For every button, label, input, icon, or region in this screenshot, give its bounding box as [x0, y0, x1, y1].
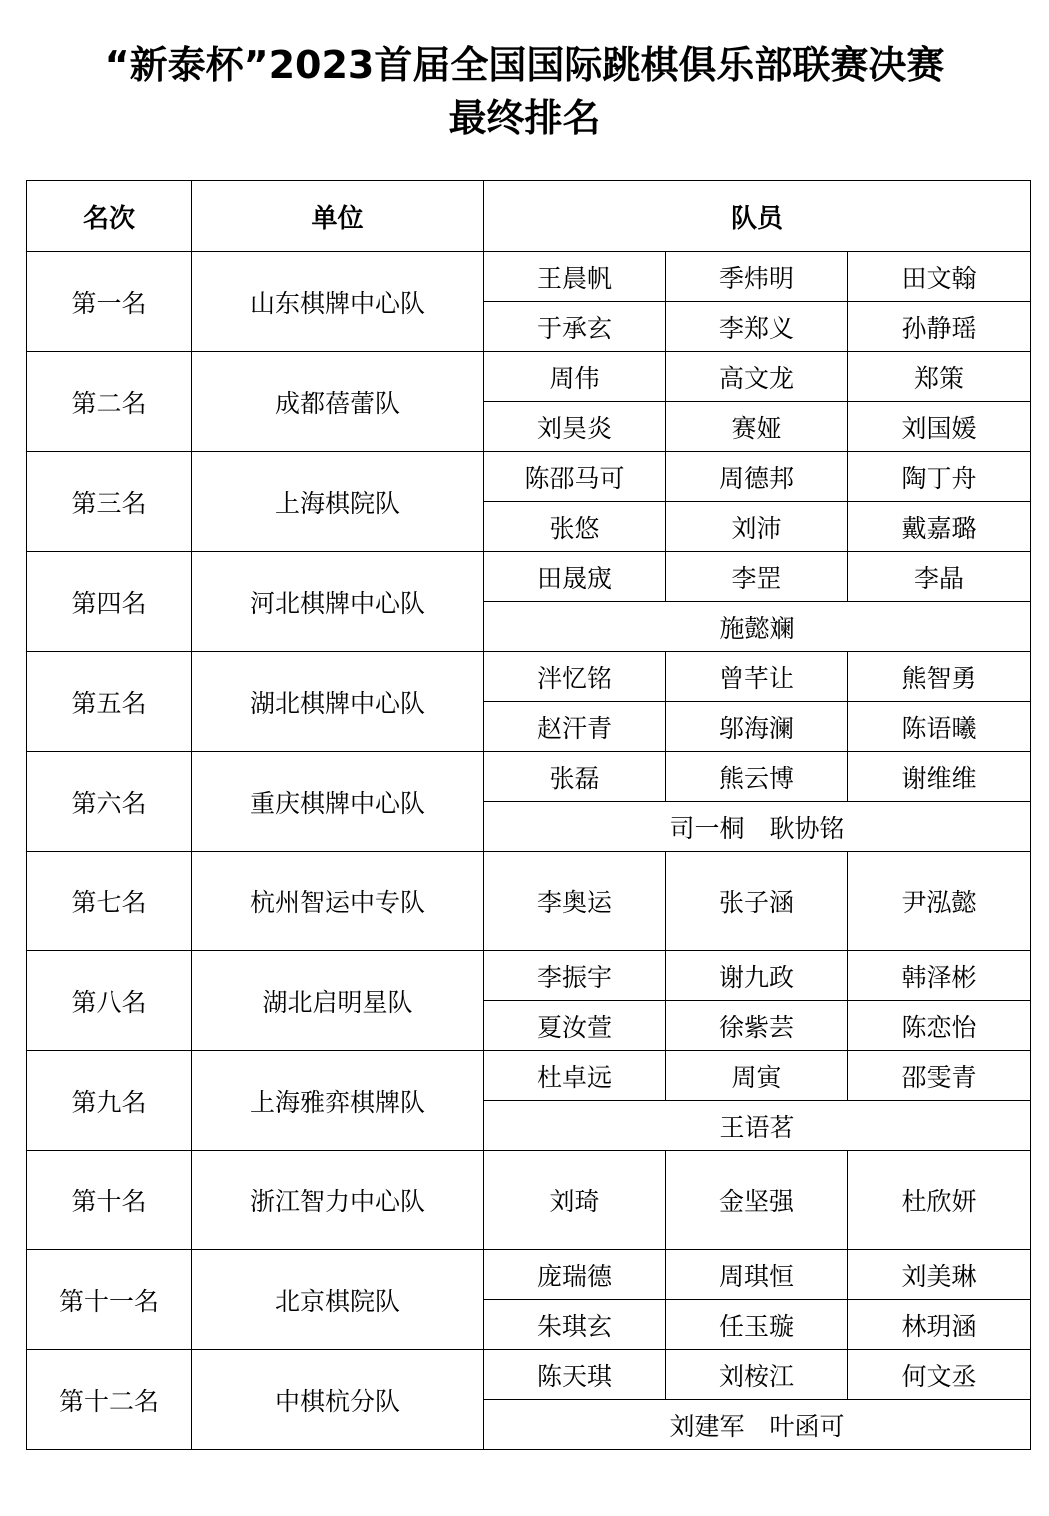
unit-cell: 杭州智运中专队 [192, 852, 484, 951]
rank-cell: 第五名 [27, 652, 192, 752]
player-cell-merged: 王语茗 [484, 1101, 1031, 1151]
player-cell: 陈语曦 [848, 702, 1031, 752]
player-cell: 邵雯青 [848, 1051, 1031, 1101]
player-cell: 泮忆铭 [484, 652, 666, 702]
player-cell: 李郑义 [666, 302, 848, 352]
unit-cell: 山东棋牌中心队 [192, 252, 484, 352]
player-cell: 陈邵马可 [484, 452, 666, 502]
player-cell: 张子涵 [666, 852, 848, 951]
rank-cell: 第八名 [27, 951, 192, 1051]
page-subtitle: 最终排名 [448, 96, 601, 140]
player-cell: 庞瑞德 [484, 1250, 666, 1300]
player-cell: 田晟宬 [484, 552, 666, 602]
table-row [27, 951, 1031, 1001]
player-cell: 林玥涵 [848, 1300, 1031, 1350]
unit-cell: 湖北启明星队 [192, 951, 484, 1051]
table-row [27, 1151, 1031, 1250]
player-cell: 周琪恒 [666, 1250, 848, 1300]
table-row [27, 452, 1031, 502]
player-cell: 李罡 [666, 552, 848, 602]
unit-cell: 成都蓓蕾队 [192, 352, 484, 452]
rank-cell: 第九名 [27, 1051, 192, 1151]
player-cell: 朱琪玄 [484, 1300, 666, 1350]
page-title: “新泰杯”2023首届全国国际跳棋俱乐部联赛决赛 [104, 43, 945, 87]
table-row [27, 552, 1031, 602]
player-cell: 李奥运 [484, 852, 666, 951]
rank-cell: 第四名 [27, 552, 192, 652]
unit-cell: 北京棋院队 [192, 1250, 484, 1350]
player-cell: 高文龙 [666, 352, 848, 402]
player-cell: 刘桉江 [666, 1350, 848, 1400]
player-cell: 郑策 [848, 352, 1031, 402]
player-cell: 李振宇 [484, 951, 666, 1001]
player-cell: 季炜明 [666, 252, 848, 302]
unit-cell: 浙江智力中心队 [192, 1151, 484, 1250]
player-cell: 刘国媛 [848, 402, 1031, 452]
player-cell: 周寅 [666, 1051, 848, 1101]
player-cell-merged: 施懿斓 [484, 602, 1031, 652]
ranking-table [26, 180, 1031, 1450]
rank-cell: 第七名 [27, 852, 192, 951]
player-cell: 于承玄 [484, 302, 666, 352]
player-cell: 韩泽彬 [848, 951, 1031, 1001]
player-cell-merged: 刘建军 叶函可 [484, 1400, 1031, 1450]
table-row [27, 1051, 1031, 1101]
player-cell: 何文丞 [848, 1350, 1031, 1400]
player-cell: 徐紫芸 [666, 1001, 848, 1051]
player-cell: 周伟 [484, 352, 666, 402]
player-cell: 刘昊炎 [484, 402, 666, 452]
player-cell-merged: 司一桐 耿协铭 [484, 802, 1031, 852]
player-cell: 王晨帆 [484, 252, 666, 302]
player-cell: 赛娅 [666, 402, 848, 452]
unit-cell: 上海雅弈棋牌队 [192, 1051, 484, 1151]
header-players: 队员 [484, 181, 1031, 252]
player-cell: 陈天琪 [484, 1350, 666, 1400]
player-cell: 熊云博 [666, 752, 848, 802]
player-cell: 戴嘉璐 [848, 502, 1031, 552]
rank-cell: 第十二名 [27, 1350, 192, 1450]
rank-cell: 第十一名 [27, 1250, 192, 1350]
player-cell: 邬海澜 [666, 702, 848, 752]
unit-cell: 湖北棋牌中心队 [192, 652, 484, 752]
player-cell: 刘沛 [666, 502, 848, 552]
player-cell: 刘美琳 [848, 1250, 1031, 1300]
table-row [27, 1250, 1031, 1300]
table-header-row [27, 181, 1031, 252]
player-cell: 谢九政 [666, 951, 848, 1001]
player-cell: 谢维维 [848, 752, 1031, 802]
unit-cell: 重庆棋牌中心队 [192, 752, 484, 852]
player-cell: 杜欣妍 [848, 1151, 1031, 1250]
table-row [27, 252, 1031, 302]
unit-cell: 中棋杭分队 [192, 1350, 484, 1450]
table-row [27, 352, 1031, 402]
rank-cell: 第一名 [27, 252, 192, 352]
player-cell: 张磊 [484, 752, 666, 802]
player-cell: 陶丁舟 [848, 452, 1031, 502]
player-cell: 尹泓懿 [848, 852, 1031, 951]
player-cell: 任玉璇 [666, 1300, 848, 1350]
unit-cell: 河北棋牌中心队 [192, 552, 484, 652]
player-cell: 张悠 [484, 502, 666, 552]
rank-cell: 第三名 [27, 452, 192, 552]
player-cell: 赵汗青 [484, 702, 666, 752]
player-cell: 杜卓远 [484, 1051, 666, 1101]
unit-cell: 上海棋院队 [192, 452, 484, 552]
player-cell: 夏汝萱 [484, 1001, 666, 1051]
player-cell: 曾芊让 [666, 652, 848, 702]
table-row [27, 852, 1031, 951]
rank-cell: 第十名 [27, 1151, 192, 1250]
table-row [27, 752, 1031, 802]
player-cell: 周德邦 [666, 452, 848, 502]
table-row [27, 652, 1031, 702]
player-cell: 李晶 [848, 552, 1031, 602]
player-cell: 陈恋怡 [848, 1001, 1031, 1051]
header-rank: 名次 [27, 181, 192, 252]
table-row [27, 1350, 1031, 1400]
player-cell: 熊智勇 [848, 652, 1031, 702]
player-cell: 金坚强 [666, 1151, 848, 1250]
rank-cell: 第二名 [27, 352, 192, 452]
header-unit: 单位 [192, 181, 484, 252]
rank-cell: 第六名 [27, 752, 192, 852]
player-cell: 刘琦 [484, 1151, 666, 1250]
player-cell: 田文翰 [848, 252, 1031, 302]
player-cell: 孙静瑶 [848, 302, 1031, 352]
